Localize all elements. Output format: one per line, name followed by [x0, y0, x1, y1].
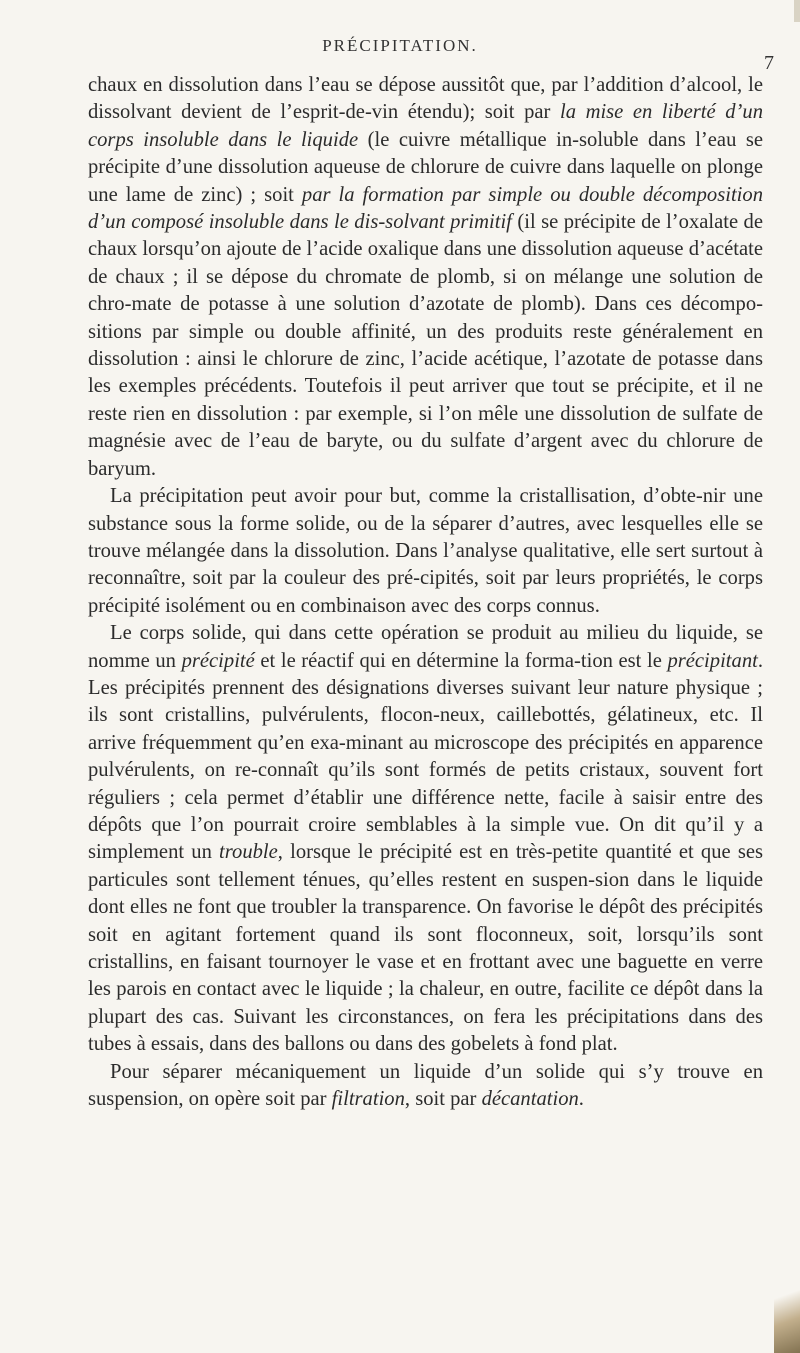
italic-text: précipité — [181, 649, 255, 672]
text-run: et le réactif qui en détermine la forma-tion est le — [254, 649, 668, 672]
paragraph-p2 — [88, 483, 763, 620]
text-run: chaux en dissolution dans l’eau se dépose aussitôt que, par l’addition d’alcool, le dissolvant devient de l’esprit-de-vin étendu); soit par — [88, 74, 763, 124]
text-run: , soit par — [404, 1088, 482, 1111]
text-run: Le corps solide, qui dans cette opération se produit au milieu du liquide, se nomme un — [88, 622, 763, 672]
paragraph-p3 — [88, 620, 763, 1059]
page-number: 7 — [764, 52, 774, 74]
text-run: Pour séparer mécaniquement un liquide d’un solide qui s’y trouve en suspension, on opère soit par — [88, 1060, 763, 1111]
paragraph-p1 — [88, 72, 763, 483]
page-corner-stain — [774, 1283, 800, 1353]
page-edge-mark — [794, 0, 800, 22]
running-head: PRÉCIPITATION. — [322, 36, 478, 55]
italic-text: filtration — [331, 1088, 405, 1111]
text-run: (le cuivre métallique in-soluble dans l’eau se précipite d’une dissolution aqueuse de chlorure de cuivre dans laquelle on plonge une lame de zinc) ; soit — [88, 128, 763, 206]
italic-text: décantation — [481, 1088, 579, 1111]
italic-text: trouble — [219, 841, 278, 864]
text-run: . — [578, 1088, 584, 1111]
text-run: , lorsque le précipité est en très-petite quantité et que ses particules sont tellement ténues, qu’elles restent en suspen-sion dans le liquide dont elles ne font que troubler la transparence. On favorise le dépôt des précipités soit en agitant fortement quand ils sont floconneux, soit, lorsqu’ils sont cristallins, en faisant tournoyer le vase et en frottant avec une baguette en verre les parois en contact avec le liquide ; la chaleur, en outre, facilite ce dépôt dans la plupart des cas. Suivant les circonstances, on fera les précipitations dans des tubes à essais, dans des ballons ou dans des gobelets à fond plat. — [88, 841, 763, 1056]
text-run: . Les précipités prennent des désignations diverses suivant leur nature physique ; ils sont cristallins, pulvérulents, flocon-neux, caillebottés, gélatineux, etc. Il arrive fréquemment qu’en exa-minant au microscope des précipités en apparence pulvérulents, on re-connaît qu’ils sont formés de petits cristaux, souvent fort réguliers ; cela permet d’établir une différence nette, facile à saisir entre des dépôts que l’on pourrait croire semblables à la simple vue. On dit qu’il y a simplement un — [88, 649, 763, 864]
body-text — [88, 72, 763, 1113]
italic-text: par la formation par simple ou double décomposition d’un composé insoluble dans le dis-solvant primitif — [88, 183, 763, 234]
italic-text: la mise en liberté d’un corps insoluble dans le liquide — [88, 101, 763, 151]
text-run: (il se précipite de l’oxalate de chaux lorsqu’on ajoute de l’acide oxalique dans une dissolution aqueuse d’acétate de chaux ; il se dépose du chromate de plomb, si on mélange une solution de chro-mate de potasse à une solution d’azotate de plomb). Dans ces décompo-sitions par simple ou double affinité, un des produits reste généralement en dissolution : ainsi le chlorure de zinc, l’acide acétique, l’azotate de potasse dans les exemples précédents. Toutefois il peut arriver que tout se précipite, et il ne reste rien en dissolution : par exemple, si l’on mêle une dissolution de sulfate de magnésie avec de l’eau de baryte, ou du sulfate d’argent avec du chlorure de baryum. — [88, 211, 763, 480]
paragraph-p4 — [88, 1059, 763, 1114]
italic-text: précipitant — [667, 649, 758, 672]
text-run: La précipitation peut avoir pour but, comme la cristallisation, d’obte-nir une substance sous la forme solide, ou de la séparer d’autres, avec lesquelles elle se trouve mélangée dans la dissolution. Dans l’analyse qualitative, elle sert surtout à reconnaître, soit par la couleur des pré-cipités, soit par leurs propriétés, le corps précipité isolément ou en combinaison avec des corps connus. — [88, 485, 763, 617]
